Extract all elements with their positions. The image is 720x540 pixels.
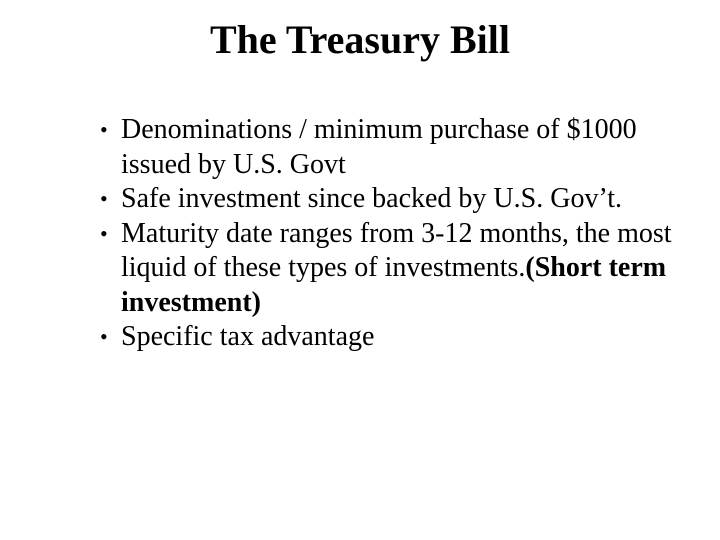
bullet-item	[100, 217, 700, 321]
bullet-icon: •	[100, 186, 108, 211]
bullet-item	[100, 320, 700, 355]
bullet-item	[100, 182, 700, 217]
bullet-icon: •	[100, 117, 108, 142]
bullet-text: Safe investment since backed by U.S. Gov’t.	[121, 183, 623, 214]
bullet-list	[100, 113, 700, 355]
bullet-text: Specific tax advantage	[121, 321, 375, 352]
bullet-icon: •	[100, 220, 108, 246]
slide-title: The Treasury Bill	[209, 17, 511, 62]
bullet-text: Maturity date ranges from 3-12 months, the most liquid of these types of investments.	[121, 217, 672, 283]
bullet-item	[100, 113, 700, 182]
bullet-icon: •	[100, 324, 108, 349]
bullet-text: Denominations / minimum purchase of $1000 issued by U.S. Govt	[121, 114, 637, 180]
bullet-bold-text: (Short term investment)	[121, 252, 667, 318]
